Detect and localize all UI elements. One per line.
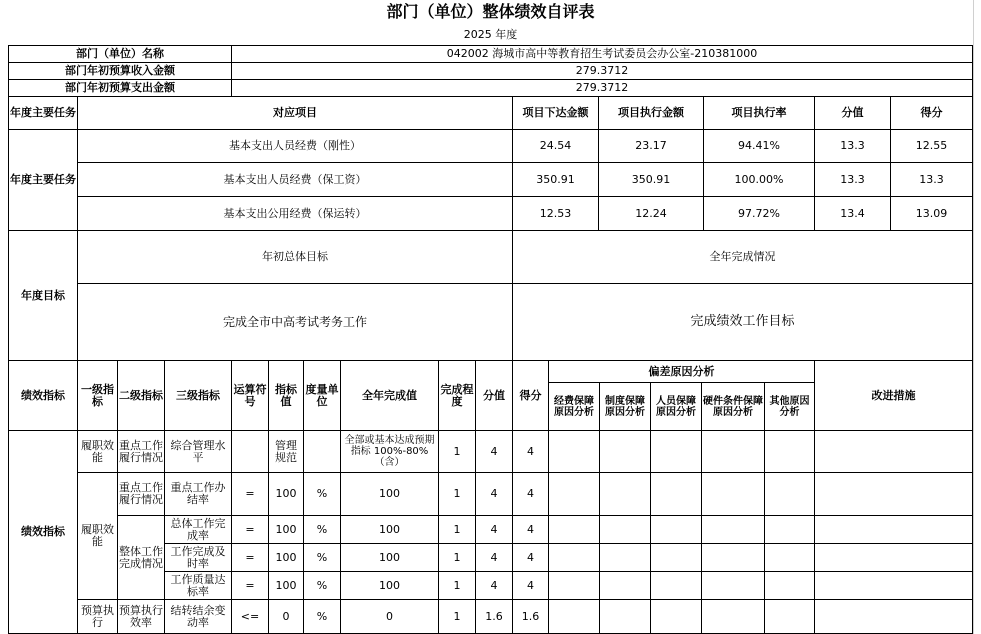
perf-row-level3: 工作完成及时率 [165, 544, 232, 572]
perf-level2-cell: 重点工作履行情况 [118, 473, 165, 516]
task-row-executed: 12.24 [599, 197, 704, 231]
perf-row-dev-system [600, 516, 651, 544]
perf-row-unit: % [304, 600, 341, 634]
tasks-header-rate: 项目执行率 [704, 97, 815, 130]
perf-row-dev-hardware [702, 572, 765, 600]
tasks-header-score: 得分 [891, 97, 973, 130]
perf-row-dev-system [600, 473, 651, 516]
perf-row-degree: 1 [439, 600, 476, 634]
perf-row-points: 4 [476, 473, 513, 516]
task-row-allocated: 350.91 [513, 163, 599, 197]
task-row-score: 13.3 [891, 163, 973, 197]
task-row-score: 13.09 [891, 197, 973, 231]
perf-row-target: 100 [269, 572, 304, 600]
perf-row-dev-hardware [702, 431, 765, 473]
perf-row-score: 4 [513, 473, 549, 516]
perf-row-measures [815, 516, 973, 544]
perf-header-dev-other: 其他原因分析 [765, 383, 815, 431]
perf-row-level3: 结转结余变动率 [165, 600, 232, 634]
perf-row-points: 1.6 [476, 600, 513, 634]
perf-row-operator: = [232, 572, 269, 600]
perf-header-dev-staff: 人员保障原因分析 [651, 383, 702, 431]
task-row-points: 13.3 [815, 130, 891, 163]
perf-row-score: 1.6 [513, 600, 549, 634]
perf-row-dev-other [765, 431, 815, 473]
task-row-executed: 23.17 [599, 130, 704, 163]
perf-header-points: 分值 [476, 361, 513, 431]
perf-row-target: 0 [269, 600, 304, 634]
perf-row-dev-staff [651, 600, 702, 634]
perf-row-level3: 总体工作完成率 [165, 516, 232, 544]
perf-level1-cell: 履职效能 [78, 473, 118, 600]
tasks-header-label: 年度主要任务 [8, 97, 78, 130]
perf-row-operator [232, 431, 269, 473]
expense-value: 279.3712 [232, 80, 973, 97]
perf-row-dev-system [600, 572, 651, 600]
perf-header-unit: 度量单位 [304, 361, 341, 431]
page-title: 部门（单位）整体绩效自评表 [386, 2, 595, 21]
perf-row-dev-hardware [702, 544, 765, 572]
perf-row-dev-system [600, 544, 651, 572]
sheet-edge-line [973, 0, 974, 634]
perf-row-score: 4 [513, 572, 549, 600]
perf-row-unit: % [304, 516, 341, 544]
task-row-score: 12.55 [891, 130, 973, 163]
perf-row-dev-other [765, 544, 815, 572]
perf-row-degree: 1 [439, 473, 476, 516]
perf-row-measures [815, 544, 973, 572]
perf-header-operator: 运算符号 [232, 361, 269, 431]
task-row-points: 13.3 [815, 163, 891, 197]
perf-row-dev-funding [549, 600, 600, 634]
perf-row-measures [815, 473, 973, 516]
perf-row-degree: 1 [439, 544, 476, 572]
perf-header-level3: 三级指标 [165, 361, 232, 431]
task-row-project: 基本支出人员经费（刚性） [78, 130, 513, 163]
perf-row-dev-hardware [702, 516, 765, 544]
perf-row-dev-staff [651, 473, 702, 516]
perf-header-dev-hardware: 硬件条件保障原因分析 [702, 383, 765, 431]
income-value: 279.3712 [232, 63, 973, 80]
perf-level2-cell: 整体工作完成情况 [118, 516, 165, 600]
task-row-executed: 350.91 [599, 163, 704, 197]
perf-row-measures [815, 600, 973, 634]
perf-row-operator: = [232, 473, 269, 516]
perf-row-measures [815, 431, 973, 473]
task-row-allocated: 24.54 [513, 130, 599, 163]
perf-row-dev-other [765, 473, 815, 516]
perf-row-operator: = [232, 516, 269, 544]
perf-row-dev-funding [549, 544, 600, 572]
goals-complete-header: 全年完成情况 [513, 231, 973, 284]
perf-header-dev-system: 制度保障原因分析 [600, 383, 651, 431]
perf-row-target: 100 [269, 473, 304, 516]
task-row-rate: 94.41% [704, 130, 815, 163]
perf-row-unit [304, 431, 341, 473]
perf-row-dev-hardware [702, 600, 765, 634]
perf-header-label: 绩效指标 [8, 361, 78, 431]
perf-level1-cell: 履职效能 [78, 431, 118, 473]
perf-level2-cell: 预算执行效率 [118, 600, 165, 634]
goals-initial-value: 完成全市中高考试考务工作 [78, 284, 513, 361]
tasks-side-label: 年度主要任务 [8, 130, 78, 231]
perf-row-dev-staff [651, 516, 702, 544]
perf-row-dev-funding [549, 572, 600, 600]
task-row-project: 基本支出人员经费（保工资） [78, 163, 513, 197]
perf-row-dev-system [600, 600, 651, 634]
perf-row-actual: 100 [341, 473, 439, 516]
goals-complete-value: 完成绩效工作目标 [513, 284, 973, 361]
task-row-rate: 100.00% [704, 163, 815, 197]
perf-header-level2: 二级指标 [118, 361, 165, 431]
task-row-points: 13.4 [815, 197, 891, 231]
perf-row-dev-other [765, 572, 815, 600]
perf-row-operator: = [232, 544, 269, 572]
perf-row-dev-funding [549, 516, 600, 544]
perf-row-dev-funding [549, 431, 600, 473]
perf-row-unit: % [304, 544, 341, 572]
perf-header-actual: 全年完成值 [341, 361, 439, 431]
tasks-header-points: 分值 [815, 97, 891, 130]
perf-row-score: 4 [513, 544, 549, 572]
perf-row-degree: 1 [439, 431, 476, 473]
perf-row-dev-other [765, 600, 815, 634]
goals-initial-header: 年初总体目标 [78, 231, 513, 284]
perf-row-dev-system [600, 431, 651, 473]
perf-row-dev-funding [549, 473, 600, 516]
expense-label: 部门年初预算支出金额 [8, 80, 232, 97]
perf-row-degree: 1 [439, 516, 476, 544]
perf-row-level3: 综合管理水平 [165, 431, 232, 473]
perf-row-actual: 全部或基本达成预期指标 100%-80%（含） [341, 431, 439, 473]
perf-row-actual: 100 [341, 516, 439, 544]
perf-row-points: 4 [476, 544, 513, 572]
perf-side-label: 绩效指标 [8, 431, 78, 634]
perf-row-unit: % [304, 473, 341, 516]
perf-row-actual: 100 [341, 544, 439, 572]
perf-row-dev-staff [651, 572, 702, 600]
perf-row-target: 100 [269, 516, 304, 544]
goals-side-label: 年度目标 [8, 231, 78, 361]
perf-level2-cell: 重点工作履行情况 [118, 431, 165, 473]
perf-row-level3: 重点工作办结率 [165, 473, 232, 516]
dept-name-label: 部门（单位）名称 [8, 45, 232, 63]
perf-row-measures [815, 572, 973, 600]
perf-header-score: 得分 [513, 361, 549, 431]
perf-row-target: 管理规范 [269, 431, 304, 473]
income-label: 部门年初预算收入金额 [8, 63, 232, 80]
perf-row-points: 4 [476, 572, 513, 600]
task-row-project: 基本支出公用经费（保运转） [78, 197, 513, 231]
perf-row-level3: 工作质量达标率 [165, 572, 232, 600]
perf-level1-cell: 预算执行 [78, 600, 118, 634]
perf-row-points: 4 [476, 431, 513, 473]
task-row-rate: 97.72% [704, 197, 815, 231]
perf-row-actual: 0 [341, 600, 439, 634]
perf-row-actual: 100 [341, 572, 439, 600]
perf-row-dev-hardware [702, 473, 765, 516]
task-row-allocated: 12.53 [513, 197, 599, 231]
perf-header-dev-funding: 经费保障原因分析 [549, 383, 600, 431]
tasks-header-executed: 项目执行金额 [599, 97, 704, 130]
perf-row-operator: <= [232, 600, 269, 634]
perf-row-dev-staff [651, 431, 702, 473]
perf-header-deviation: 偏差原因分析 [549, 361, 815, 383]
perf-row-target: 100 [269, 544, 304, 572]
perf-row-unit: % [304, 572, 341, 600]
perf-header-target: 指标值 [269, 361, 304, 431]
perf-row-dev-staff [651, 544, 702, 572]
perf-row-score: 4 [513, 516, 549, 544]
perf-header-degree: 完成程度 [439, 361, 476, 431]
perf-row-degree: 1 [439, 572, 476, 600]
tasks-header-allocated: 项目下达金额 [513, 97, 599, 130]
dept-name-value: 042002 海城市高中等教育招生考试委员会办公室-210381000 [232, 45, 973, 63]
perf-header-level1: 一级指标 [78, 361, 118, 431]
perf-row-dev-other [765, 516, 815, 544]
perf-row-points: 4 [476, 516, 513, 544]
perf-header-measures: 改进措施 [815, 361, 973, 431]
perf-row-score: 4 [513, 431, 549, 473]
year-label: 2025 年度 [463, 27, 518, 41]
tasks-header-project: 对应项目 [78, 97, 513, 130]
